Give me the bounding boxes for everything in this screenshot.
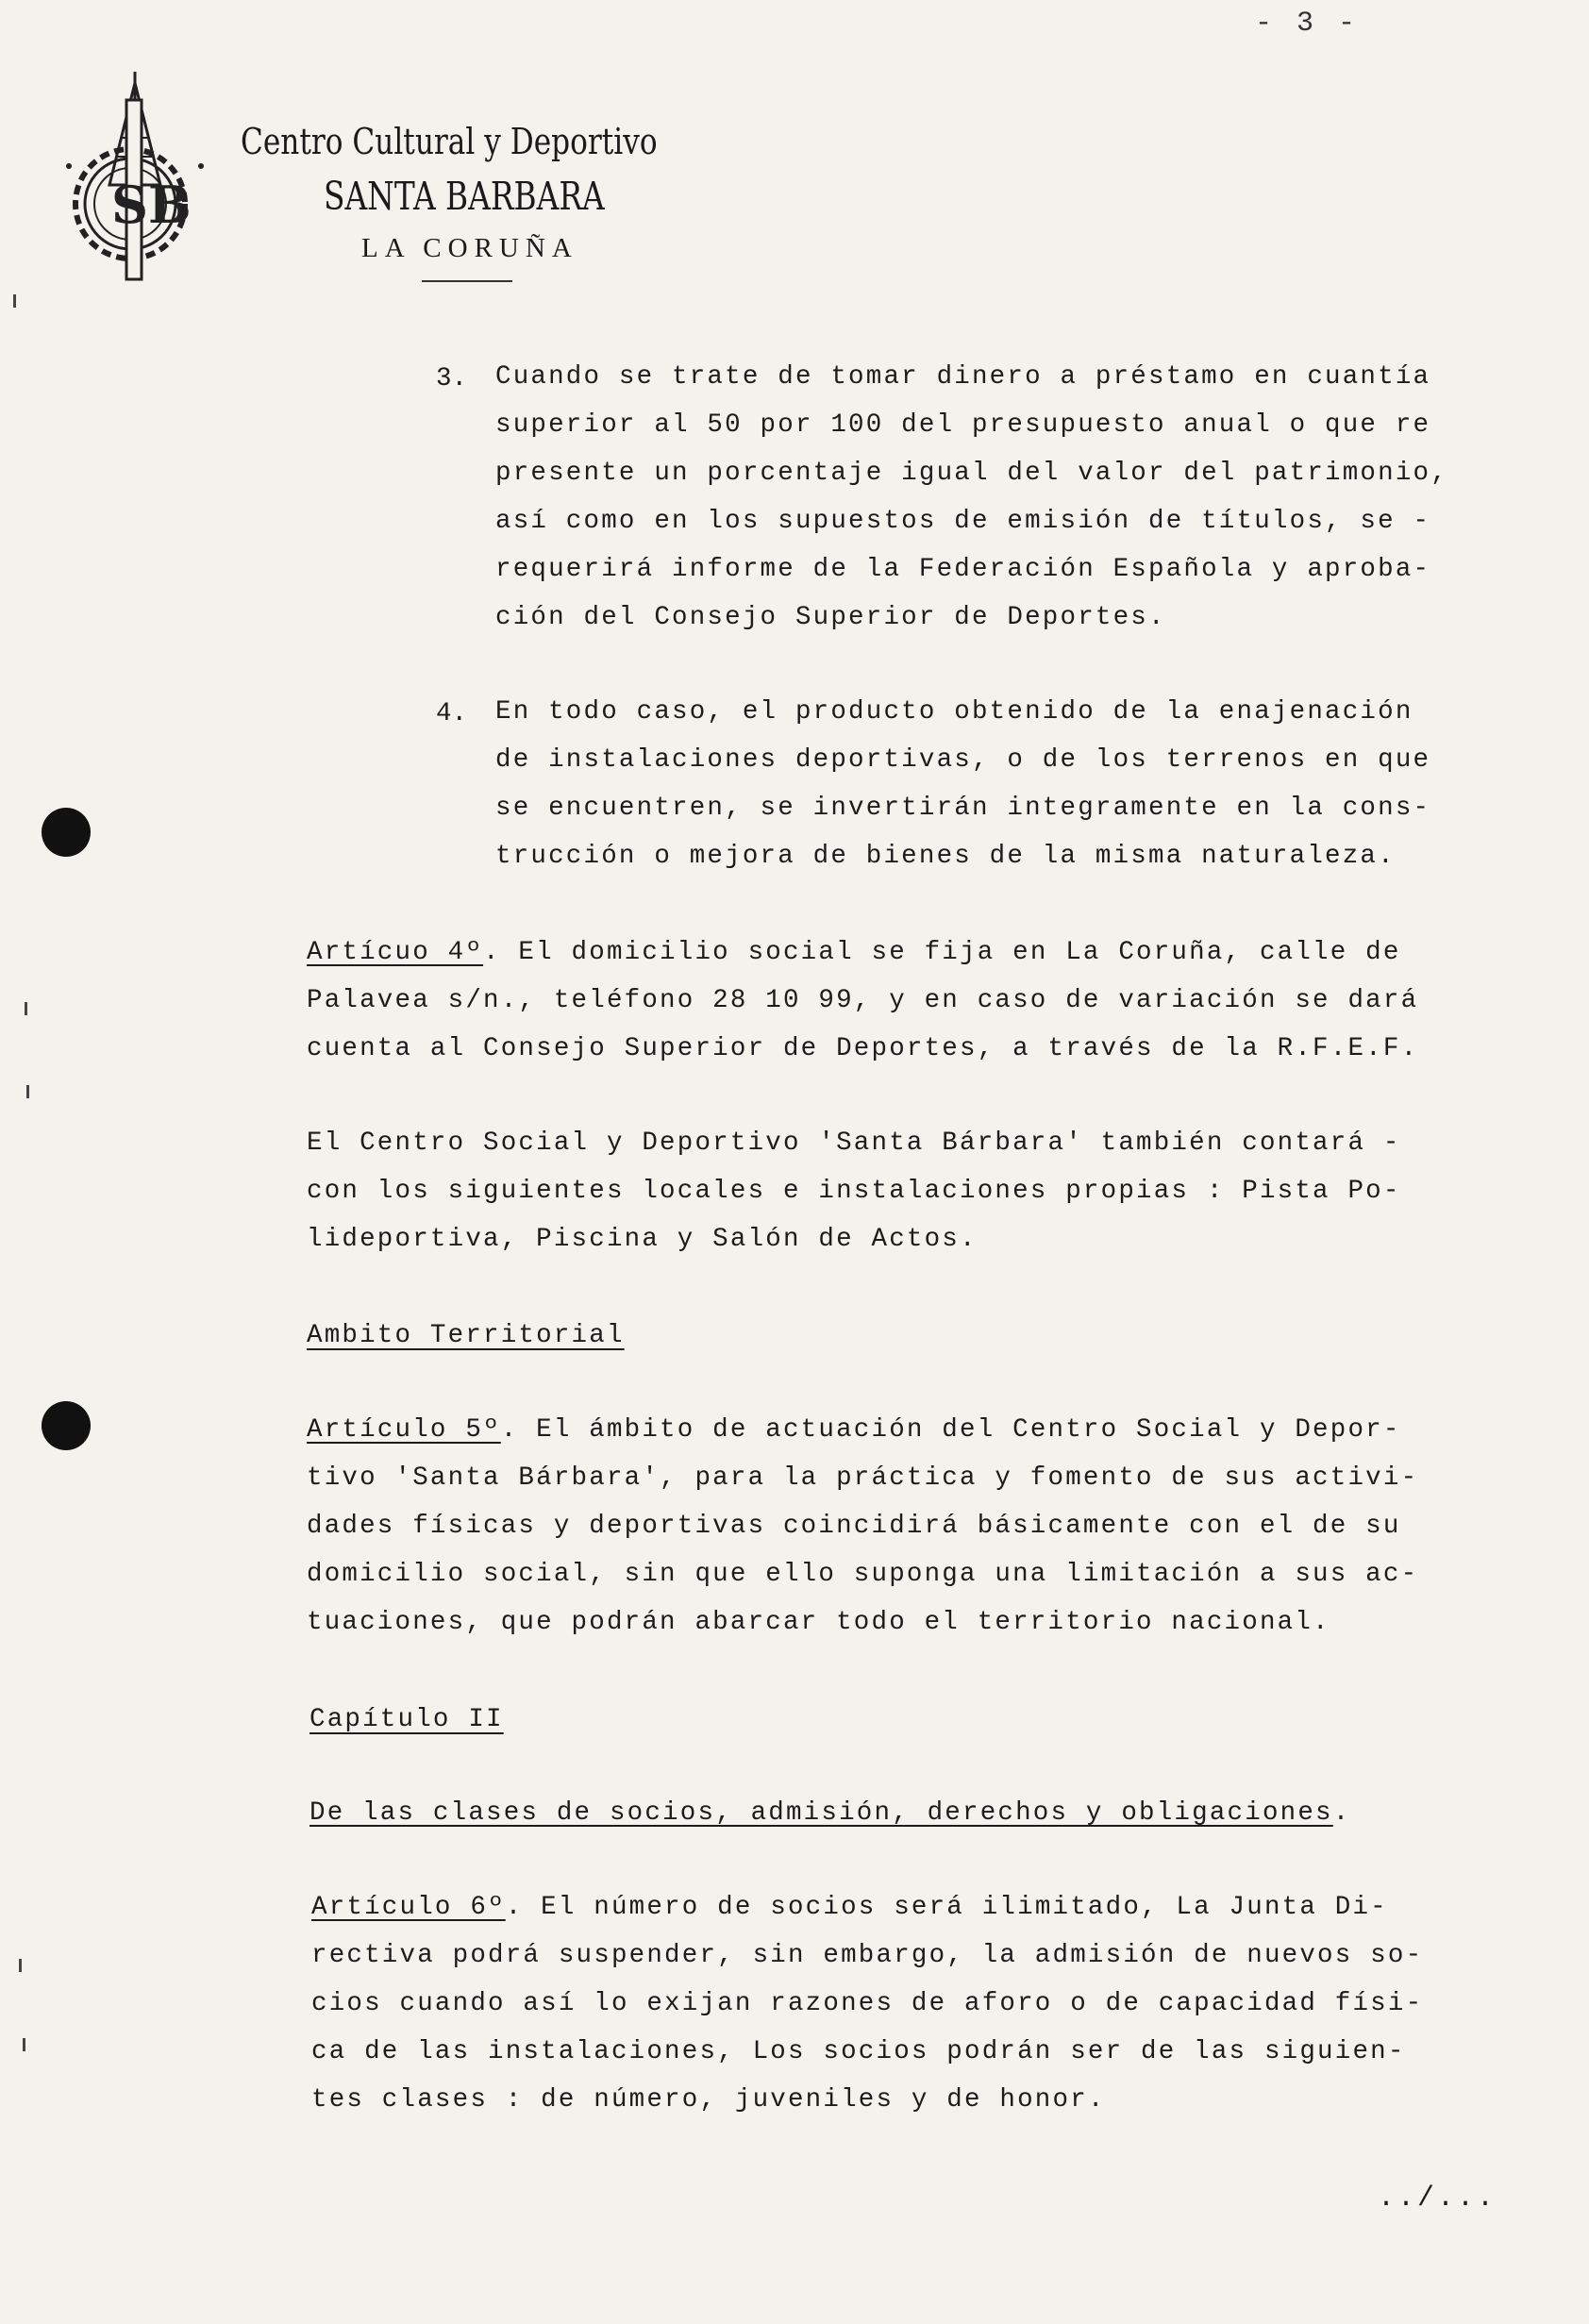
punch-hole bbox=[42, 1401, 91, 1450]
article-line: tivo 'Santa Bárbara', para la práctica y fomento de sus activi- bbox=[307, 1463, 1419, 1493]
margin-mark bbox=[26, 1085, 29, 1098]
article-text: . El ámbito de actuación del Centro Social y Depor- bbox=[500, 1415, 1401, 1445]
item-line: de instalaciones deportivas, o de los terrenos en que bbox=[495, 745, 1431, 775]
article-line: ca de las instalaciones, Los socios podrán ser de las siguien- bbox=[311, 2037, 1406, 2066]
item-line: superior al 50 por 100 del presupuesto anual o que re bbox=[495, 410, 1431, 440]
letterhead-name: SANTA BARBARA bbox=[324, 174, 605, 219]
article-label: Artículo 6º bbox=[311, 1893, 506, 1922]
article-label: Artículo 5º bbox=[307, 1415, 501, 1445]
letterhead-city: LA CORUÑA bbox=[361, 233, 578, 263]
item-line: Cuando se trate de tomar dinero a préstamo en cuantía bbox=[495, 362, 1431, 392]
margin-mark bbox=[19, 1959, 22, 1972]
item-line: se encuentren, se invertirán integramente en la cons- bbox=[495, 794, 1431, 823]
item-line: En todo caso, el producto obtenido de la enajenación bbox=[495, 697, 1413, 727]
item-line: trucción o mejora de bienes de la misma naturaleza. bbox=[495, 842, 1396, 871]
article-line: tuaciones, que podrán abarcar todo el territorio nacional. bbox=[307, 1608, 1330, 1637]
punch-hole bbox=[42, 808, 91, 857]
chapter-heading: Capítulo II bbox=[309, 1705, 504, 1734]
item-line: requerirá informe de la Federación Española y aproba- bbox=[495, 555, 1431, 584]
article-first-line bbox=[307, 940, 1401, 966]
item-line: ción del Consejo Superior de Deportes. bbox=[495, 603, 1166, 632]
paragraph-line: El Centro Social y Deportivo 'Santa Bárbara' también contará - bbox=[307, 1129, 1401, 1158]
chapter-subheading-end: . bbox=[1332, 1798, 1351, 1828]
article-line: rectiva podrá suspender, sin embargo, la admisión de nuevos so- bbox=[311, 1941, 1424, 1970]
item-number: 3. bbox=[436, 364, 468, 393]
article-line: cuenta al Consejo Superior de Deportes, a través de la R.F.E.F. bbox=[307, 1034, 1419, 1063]
paragraph-line: con los siguientes locales e instalaciones propias : Pista Po- bbox=[307, 1177, 1401, 1206]
sb-emblem-icon bbox=[64, 72, 206, 289]
letterhead-divider bbox=[422, 280, 512, 282]
article-line: cios cuando así lo exijan razones de aforo o de capacidad físi- bbox=[311, 1989, 1424, 2018]
article-text: . El número de socios será ilimitado, La Junta Di- bbox=[505, 1893, 1388, 1922]
article-text: . El domicilio social se fija en La Coruña, calle de bbox=[483, 938, 1401, 967]
item-line: presente un porcentaje igual del valor del patrimonio, bbox=[495, 459, 1448, 488]
article-label: Artícuo 4º bbox=[307, 938, 484, 967]
article-line: Palavea s/n., teléfono 28 10 99, y en caso de variación se dará bbox=[307, 986, 1419, 1015]
item-number: 4. bbox=[436, 699, 468, 728]
continuation-mark: ../... bbox=[1378, 2182, 1497, 2215]
page-number: - 3 - bbox=[1255, 8, 1360, 40]
item-line: así como en los supuestos de emisión de títulos, se - bbox=[495, 507, 1431, 536]
logo-monogram: SB bbox=[111, 175, 192, 235]
margin-mark bbox=[25, 1002, 27, 1015]
article-line: dades físicas y deportivas coincidirá básicamente con el de su bbox=[307, 1512, 1401, 1541]
article-line: domicilio social, sin que ello suponga una limitación a sus ac- bbox=[307, 1560, 1419, 1589]
chapter-subheading-text: De las clases de socios, admisión, derechos y obligaciones bbox=[309, 1798, 1333, 1828]
section-heading-ambito: Ambito Territorial bbox=[307, 1321, 625, 1350]
margin-mark bbox=[23, 2038, 25, 2051]
article-first-line bbox=[311, 1895, 1388, 1921]
chapter-subheading bbox=[309, 1800, 1350, 1827]
letterhead-logo bbox=[64, 72, 206, 289]
article-line: tes clases : de número, juveniles y de honor. bbox=[311, 2085, 1106, 2115]
letterhead-title: Centro Cultural y Deportivo bbox=[241, 121, 658, 162]
paragraph-line: lideportiva, Piscina y Salón de Actos. bbox=[307, 1225, 978, 1254]
article-first-line bbox=[307, 1417, 1401, 1444]
margin-mark bbox=[13, 294, 16, 308]
